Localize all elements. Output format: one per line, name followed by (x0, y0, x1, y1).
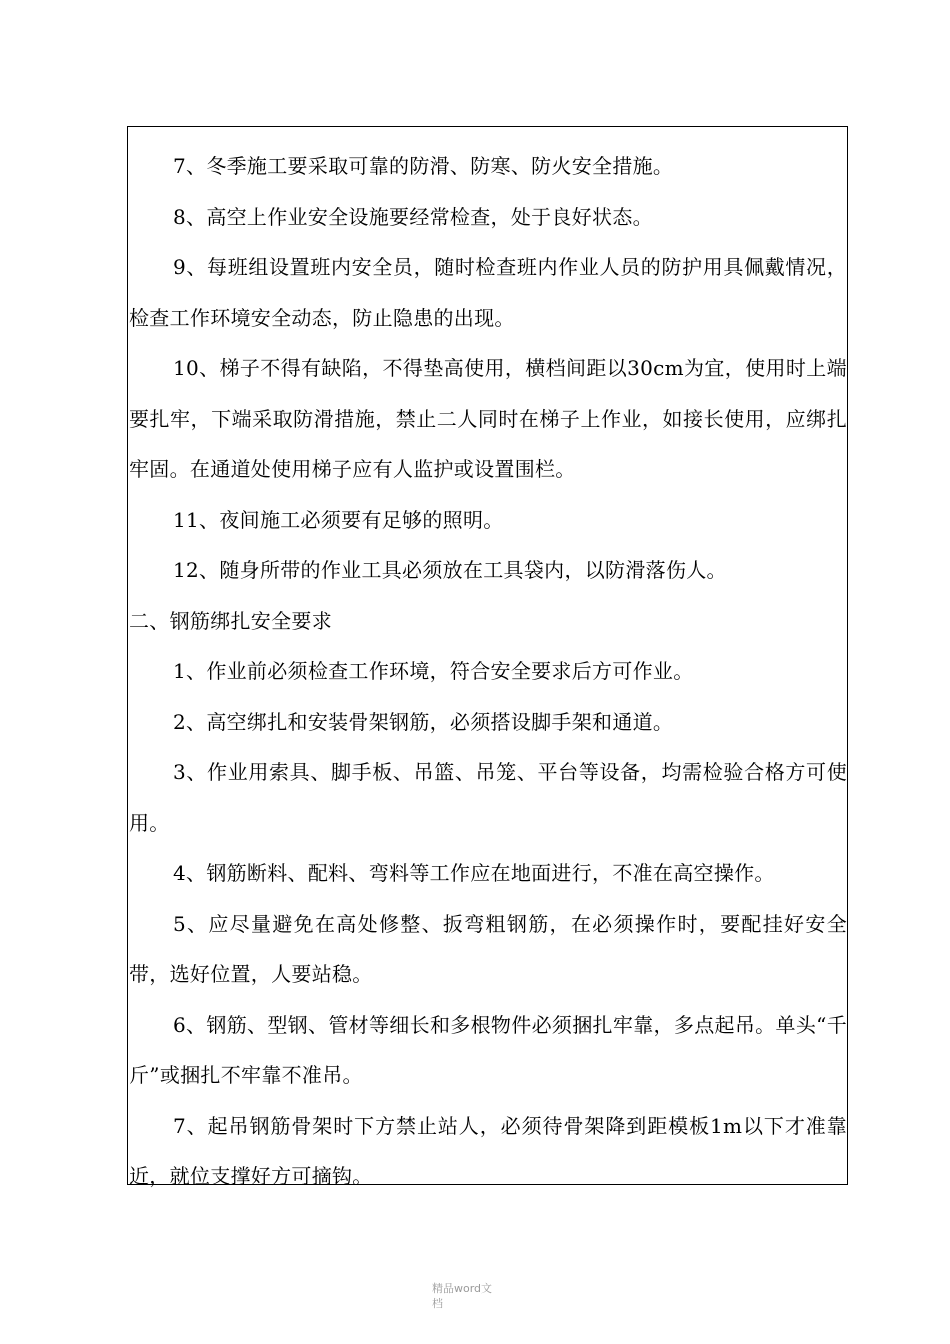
paragraph-item-9: 9、每班组设置班内安全员，随时检查班内作业人员的防护用具佩戴情况，检查工作环境安全动态，防止隐患的出现。 (129, 255, 847, 330)
section-heading: 二、钢筋绑扎安全要求 (129, 608, 332, 633)
paragraph-item-12: 12、随身所带的作业工具必须放在工具袋内，以防滑落伤人。 (173, 558, 727, 582)
paragraph-rebar-6: 6、钢筋、型钢、管材等细长和多根物件必须捆扎牢靠，多点起吊。单头“千斤”或捆扎不牢靠不准吊。 (129, 1012, 847, 1087)
paragraph-rebar-3: 3、作业用索具、脚手板、吊篮、吊笼、平台等设备，均需检验合格方可使用。 (129, 760, 847, 835)
paragraph-item-8: 8、高空上作业安全设施要经常检查，处于良好状态。 (173, 204, 653, 229)
paragraph-item-11: 11、夜间施工必须要有足够的照明。 (173, 507, 504, 532)
footer-line-2: 档 (432, 1297, 443, 1310)
document-body (129, 141, 847, 1202)
paragraph-rebar-4: 4、钢筋断料、配料、弯料等工作应在地面进行，不准在高空操作。 (173, 861, 775, 885)
paragraph-item-10: 10、梯子不得有缺陷，不得垫高使用，横档间距以30cm为宜，使用时上端要扎牢，下端采取防滑措施，禁止二人同时在梯子上作业，如接长使用，应绑扎牢固。在通道处使用梯子应有人监护或设置围栏。 (129, 356, 847, 481)
footer-line-1: 精品word文 (432, 1282, 493, 1295)
page-footer-watermark (432, 1281, 512, 1311)
paragraph-item-7: 7、冬季施工要采取可靠的防滑、防寒、防火安全措施。 (173, 154, 674, 178)
paragraph-rebar-7: 7、起吊钢筋骨架时下方禁止站人，必须待骨架降到距模板1m以下才准靠近，就位支撑好方可摘钩。 (129, 1113, 847, 1188)
paragraph-rebar-5: 5、应尽量避免在高处修整、扳弯粗钢筋，在必须操作时，要配挂好安全带，选好位置，人要站稳。 (129, 911, 847, 986)
paragraph-rebar-1: 1、作业前必须检查工作环境，符合安全要求后方可作业。 (173, 659, 694, 683)
paragraph-rebar-2: 2、高空绑扎和安装骨架钢筋，必须搭设脚手架和通道。 (173, 709, 674, 734)
